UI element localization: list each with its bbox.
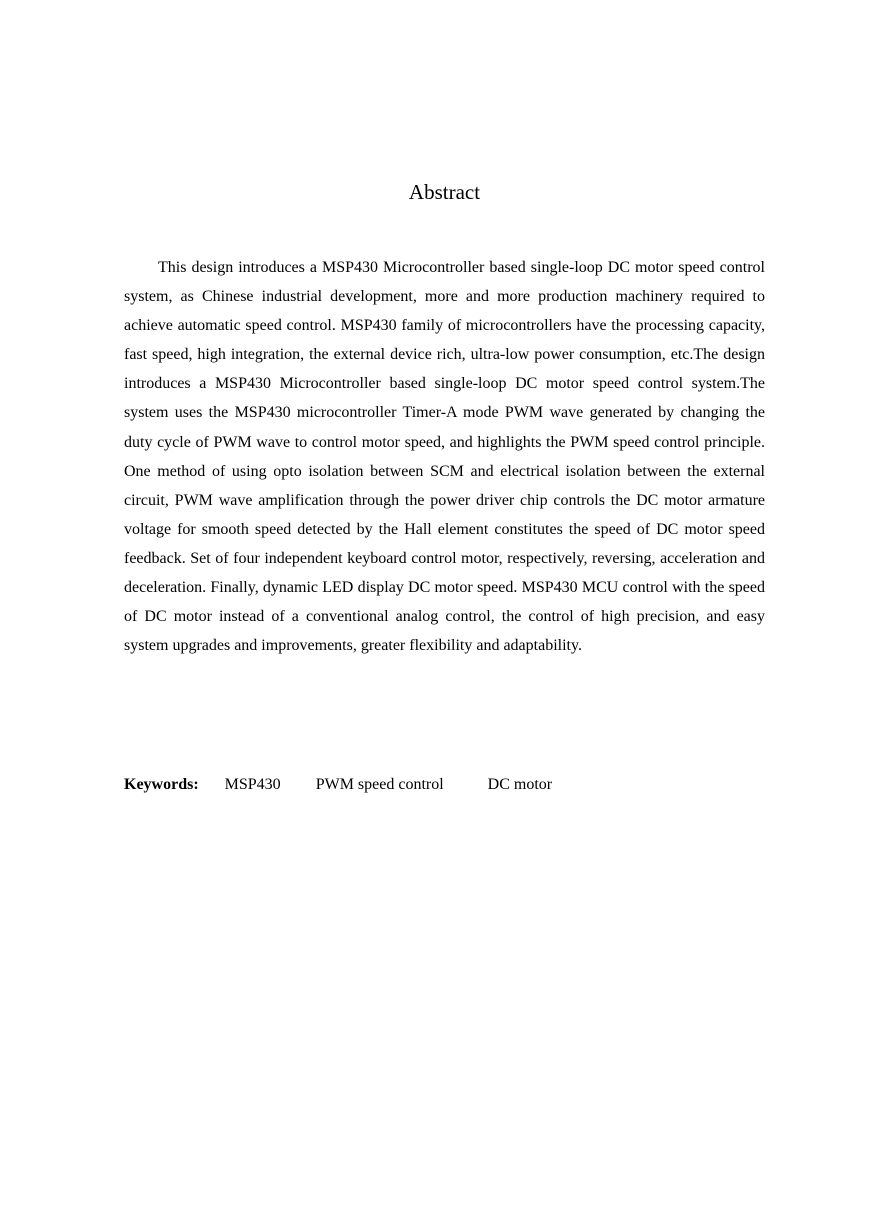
abstract-title: Abstract [408,180,481,204]
keyword-term: PWM speed control [315,776,444,793]
keyword-term: MSP430 [224,776,281,793]
keywords-line [124,772,552,798]
keyword-term: DC motor [487,776,553,793]
keywords-label: Keywords: [124,776,199,793]
abstract-body: This design introduces a MSP430 Microcontroller based single-loop DC motor speed control system, as Chinese industrial development, more and more production machinery required to achieve automatic speed control. MSP430 family of microcontrollers have the processing capacity, fast speed, high integration, the external device rich, ultra-low power consumption, etc.The design introduces a MSP430 Microcontroller based single-loop DC motor speed control system.The system uses the MSP430 microcontroller Timer-A mode PWM wave generated by changing the duty cycle of PWM wave to control motor speed, and highlights the PWM speed control principle. One method of using opto isolation between SCM and electrical isolation between the external circuit, PWM wave amplification through the power driver chip controls the DC motor armature voltage for smooth speed detected by the Hall element constitutes the speed of DC motor speed feedback. Set of four independent keyboard control motor, respectively, reversing, acceleration and deceleration. Finally, dynamic LED display DC motor speed. MSP430 MCU control with the speed of DC motor instead of a conventional analog control, the control of high precision, and easy system upgrades and improvements, greater flexibility and adaptability. [124,259,765,655]
